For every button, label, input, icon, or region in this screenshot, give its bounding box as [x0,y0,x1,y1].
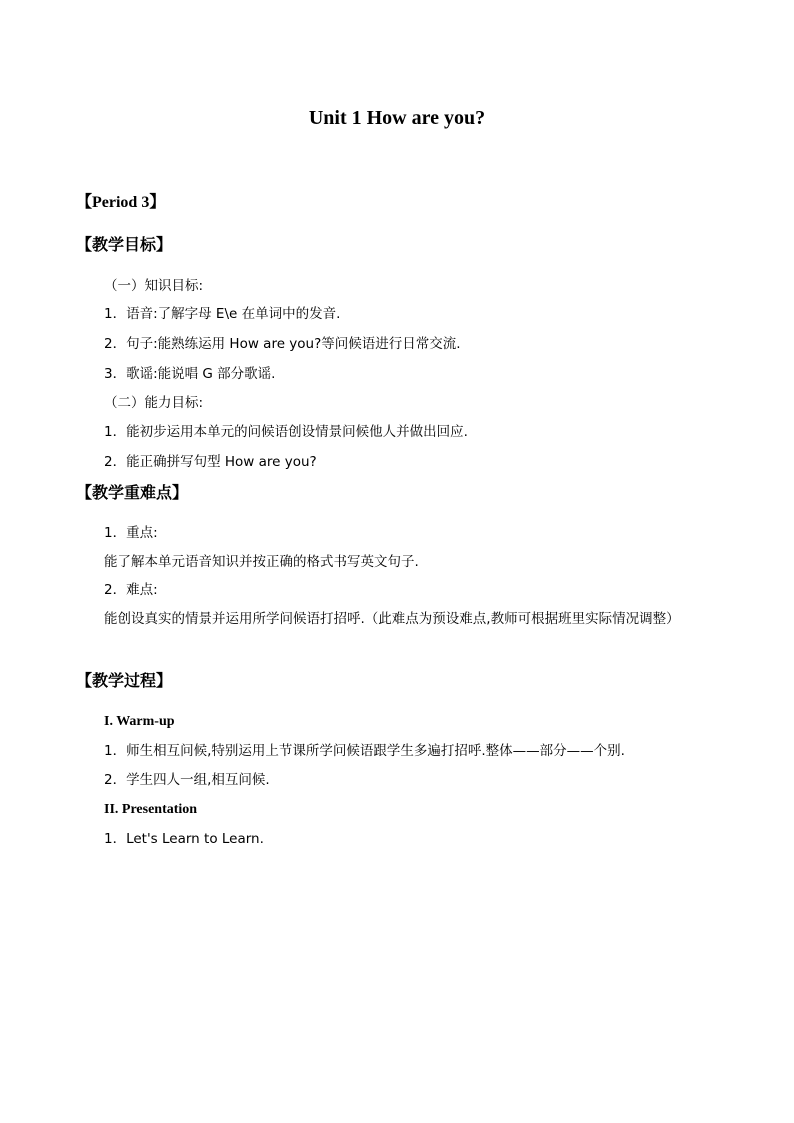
ability-objective-item: 2．能正确拼写句型 How are you? [104,454,317,470]
knowledge-objective-item: 3．歌谣:能说唱 G 部分歌谣. [104,366,276,382]
ability-objectives-label: （二）能力目标: [104,395,204,411]
presentation-subheading: II. Presentation [104,802,198,817]
knowledge-objective-item: 1．语音:了解字母 E\e 在单词中的发音. [104,306,341,322]
document-title: Unit 1 How are you? [308,107,486,129]
ability-objective-item: 1．能初步运用本单元的问候语创设情景问候他人并做出回应. [104,424,468,440]
difficult-point-text: 能创设真实的情景并运用所学问候语打招呼.（此难点为预设难点,教师可根据班里实际情况调整） [104,611,680,627]
knowledge-objective-item: 2．句子:能熟练运用 How are you?等问候语进行日常交流. [104,336,461,352]
difficult-point-label: 2．难点: [104,582,158,598]
warmup-subheading: I. Warm-up [104,714,175,729]
objectives-heading: 【教学目标】 [76,235,173,254]
knowledge-objectives-label: （一）知识目标: [104,278,204,294]
key-points-heading: 【教学重难点】 [76,483,189,502]
key-point-label: 1．重点: [104,525,158,541]
period-label: 【Period 3】 [76,194,166,211]
process-heading: 【教学过程】 [76,671,173,690]
presentation-item: 1．Let's Learn to Learn. [104,831,264,847]
warmup-item: 2．学生四人一组,相互问候. [104,772,270,788]
key-point-text: 能了解本单元语音知识并按正确的格式书写英文句子. [104,554,419,570]
warmup-item: 1．师生相互问候,特别运用上节课所学问候语跟学生多遍打招呼.整体——部分——个别. [104,743,625,759]
